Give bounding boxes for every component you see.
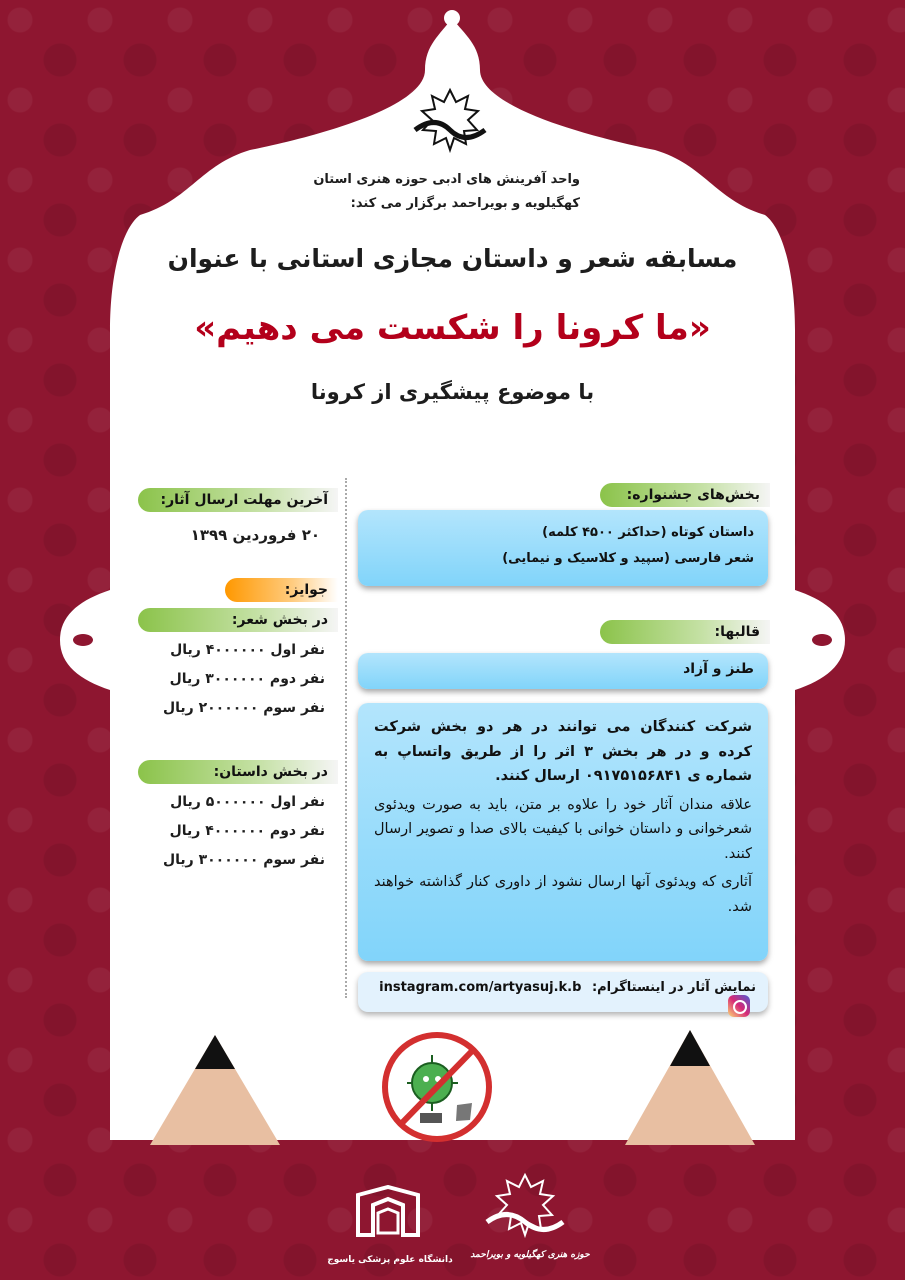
university-logo bbox=[353, 1185, 423, 1240]
instagram-box bbox=[358, 972, 768, 1012]
rules-box bbox=[358, 703, 768, 961]
virus-ban-icon bbox=[372, 1025, 502, 1145]
section-item: شعر فارسی (سپید و کلاسیک و نیمایی) bbox=[502, 551, 754, 566]
poetry-prizes-list bbox=[140, 636, 325, 723]
rule-item: علاقه مندان آثار خود را علاوه بر متن، باید به صورت ویدئوی شعرخوانی و داستان خوانی با کیفیت بالای صدا و تصویر ارسال کنند. bbox=[374, 796, 752, 862]
formats-value: طنز و آزاد bbox=[683, 661, 754, 677]
sections-box bbox=[358, 510, 768, 586]
prize-item: نفر سوم ۳۰۰۰۰۰۰ ریال bbox=[162, 852, 325, 868]
prize-item: نفر اول ۴۰۰۰۰۰۰ ریال bbox=[170, 642, 325, 658]
poetry-prizes-label: در بخش شعر: bbox=[138, 608, 338, 632]
hozeh-name: حوزه هنری کهگیلویه و بویراحمد bbox=[470, 1250, 590, 1260]
prize-item: نفر سوم ۲۰۰۰۰۰۰ ریال bbox=[162, 700, 325, 716]
organizer-line-2: کهگیلویه و بویراحمد برگزار می کند: bbox=[350, 196, 580, 211]
story-prizes-label: در بخش داستان: bbox=[138, 760, 338, 784]
prize-item: نفر اول ۵۰۰۰۰۰۰ ریال bbox=[170, 794, 325, 810]
contest-slogan: «ما کرونا را شکست می دهیم» bbox=[194, 308, 711, 348]
deadline-date: ۲۰ فروردین ۱۳۹۹ bbox=[190, 526, 320, 544]
story-prizes-list bbox=[140, 788, 325, 875]
section-item: داستان کوتاه (حداکثر ۴۵۰۰ کلمه) bbox=[542, 525, 754, 540]
organizer-line-1: واحد آفرینش های ادبی حوزه هنری استان bbox=[313, 172, 580, 187]
hozeh-footer-logo bbox=[475, 1170, 575, 1245]
formats-label: قالبها: bbox=[600, 620, 770, 644]
instagram-label: نمایش آثار در اینستاگرام: bbox=[591, 980, 756, 995]
hozeh-honari-logo bbox=[395, 85, 505, 155]
sections-label: بخش‌های جشنواره: bbox=[600, 483, 770, 507]
instagram-icon bbox=[728, 995, 750, 1017]
rule-item: شرکت کنندگان می توانند در هر دو بخش شرکت کرده و در هر بخش ۳ اثر را از طریق واتساپ به شماره ی ۰۹۱۷۵۱۵۶۸۴۱ ارسال کنند. bbox=[374, 719, 752, 784]
contest-title: مسابقه شعر و داستان مجازی استانی با عنوان bbox=[167, 244, 738, 273]
prizes-label: جوایز: bbox=[225, 578, 338, 602]
instagram-handle[interactable]: instagram.com/artyasuj.k.b bbox=[379, 980, 582, 995]
contest-subtitle: با موضوع پیشگیری از کرونا bbox=[310, 380, 595, 404]
prize-item: نفر دوم ۳۰۰۰۰۰۰ ریال bbox=[169, 671, 325, 687]
prize-item: نفر دوم ۴۰۰۰۰۰۰ ریال bbox=[169, 823, 325, 839]
deadline-label: آخرین مهلت ارسال آثار: bbox=[138, 488, 338, 512]
formats-box bbox=[358, 653, 768, 689]
pencil-tip-right bbox=[625, 1030, 755, 1145]
pencil-tip-left bbox=[150, 1035, 280, 1145]
rule-item: آثاری که ویدئوی آنها ارسال نشود از داوری کنار گذاشته خواهند شد. bbox=[374, 874, 752, 915]
university-name: دانشگاه علوم پزشکی یاسوج bbox=[327, 1255, 453, 1265]
column-divider bbox=[345, 478, 347, 998]
